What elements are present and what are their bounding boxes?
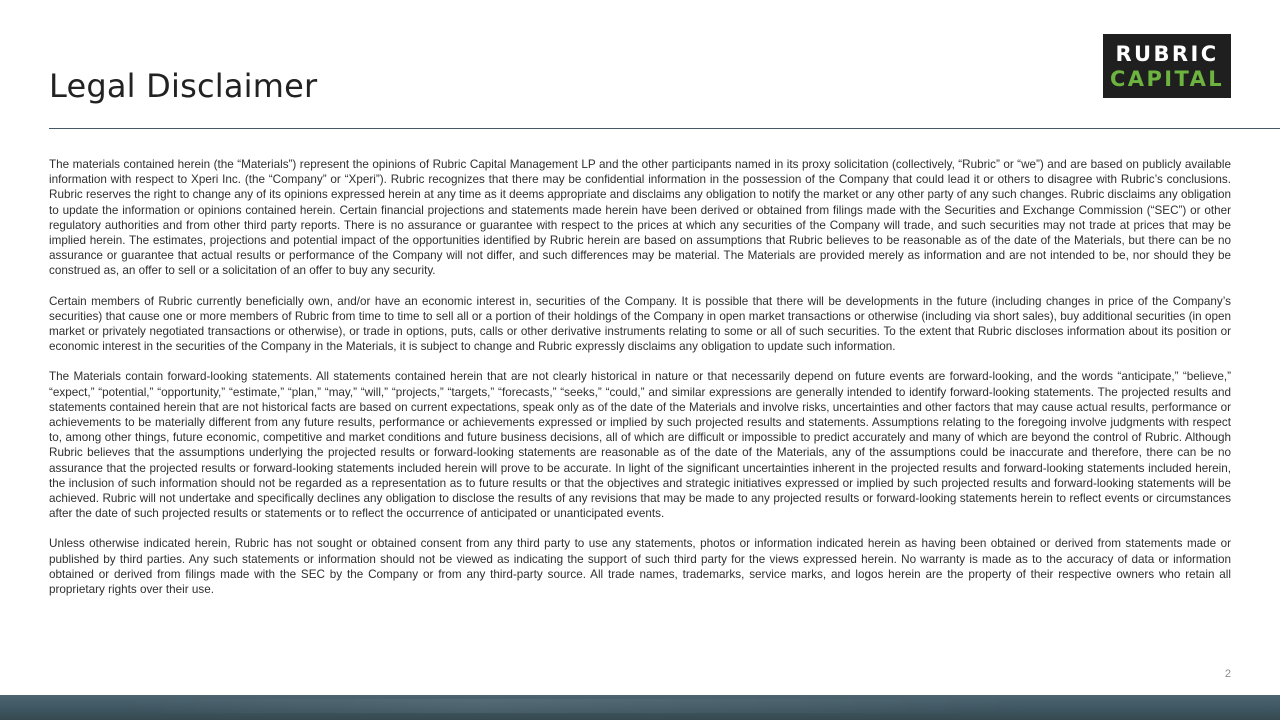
page-title: Legal Disclaimer	[49, 67, 318, 105]
disclaimer-paragraph: Unless otherwise indicated herein, Rubric has not sought or obtained consent from any third party to use any statements, photos or information indicated herein as having been obtained or derived from statements made or published by third parties. Any such statements or information should not be viewed as indicating the support of such third party for the views expressed herein. No warranty is made as to the accuracy of data or information obtained or derived from filings made with the SEC by the Company or from any third-party source. All trade names, trademarks, service marks, and logos herein are the property of their respective owners who retain all proprietary rights over their use.	[49, 537, 1231, 597]
header-divider	[49, 128, 1280, 129]
disclaimer-paragraph: Certain members of Rubric currently beneficially own, and/or have an economic interest in, securities of the Company. It is possible that there will be developments in the future (including changes in price of the Company’s securities) that cause one or more members of Rubric from time to time to sell all or a portion of their holdings of the Company in open market transactions or otherwise (including via short sales), buy additional securities (in open market or privately negotiated transactions or otherwise), or trade in options, puts, calls or other derivative instruments relating to some or all of such securities. To the extent that Rubric discloses information about its position or economic interest in the securities of the Company in the Materials, it is subject to change and Rubric expressly disclaims any obligation to update such information.	[49, 294, 1231, 354]
logo-line-capital: CAPITAL	[1110, 67, 1224, 91]
disclaimer-paragraph: The Materials contain forward-looking statements. All statements contained herein that are not clearly historical in nature or that necessarily depend on future events are forward-looking, and the words “anticipate,” “believe,” “expect,” “potential,” “opportunity,” “estimate,” “plan,” “may,” “will,” “projects,” “targets,” “forecasts,” “seeks,” “could,” and similar expressions are generally intended to identify forward-looking statements. The projected results and statements contained herein that are not historical facts are based on current expectations, speak only as of the date of the Materials and involve risks, uncertainties and other factors that may cause actual results, performance or achievements to be materially different from any future results, performance or achievements expressed or implied by such projected results and statements. Assumptions relating to the foregoing involve judgments with respect to, among other things, future economic, competitive and market conditions and future business decisions, all of which are difficult or impossible to predict accurately and many of which are beyond the control of Rubric. Although Rubric believes that the assumptions underlying the projected results or forward-looking statements are reasonable as of the date of the Materials, any of the assumptions could be inaccurate and therefore, there can be no assurance that the projected results or forward-looking statements included herein will prove to be accurate. In light of the significant uncertainties inherent in the projected results and forward-looking statements included herein, the inclusion of such information should not be regarded as a representation as to future results or that the objectives and strategic initiatives expressed or implied by such projected results and forward-looking statements will be achieved. Rubric will not undertake and specifically declines any obligation to disclose the results of any revisions that may be made to any projected results or forward-looking statements herein to reflect events or circumstances after the date of such projected results or statements or to reflect the occurrence of anticipated or unanticipated events.	[49, 370, 1231, 521]
disclaimer-body	[49, 157, 1231, 612]
logo-line-rubric: RUBRIC	[1115, 42, 1219, 66]
footer-band-texture	[120, 699, 1020, 713]
disclaimer-paragraph: The materials contained herein (the “Materials”) represent the opinions of Rubric Capital Management LP and the other participants named in its proxy solicitation (collectively, “Rubric” or “we”) and are based on publicly available information with respect to Xperi Inc. (the “Company” or “Xperi”). Rubric recognizes that there may be confidential information in the possession of the Company that could lead it or others to disagree with Rubric’s conclusions. Rubric reserves the right to change any of its opinions expressed herein at any time as it deems appropriate and disclaims any obligation to notify the market or any other party of any such changes. Rubric disclaims any obligation to update the information or opinions contained herein. Certain financial projections and statements made herein have been derived or obtained from filings made with the Securities and Exchange Commission (“SEC”) or other regulatory authorities and from other third party reports. There is no assurance or guarantee with respect to the prices at which any securities of the Company will trade, and such securities may not trade at prices that may be implied herein. The estimates, projections and potential impact of the opportunities identified by Rubric herein are based on assumptions that Rubric believes to be reasonable as of the date of the Materials, but there can be no assurance or guarantee that actual results or performance of the Company will not differ, and such differences may be material. The Materials are provided merely as information and are not intended to be, nor should they be construed as, an offer to sell or a solicitation of an offer to buy any security.	[49, 158, 1231, 278]
footer-band	[0, 695, 1280, 720]
page-number: 2	[1224, 668, 1231, 680]
rubric-capital-logo	[1103, 34, 1231, 98]
